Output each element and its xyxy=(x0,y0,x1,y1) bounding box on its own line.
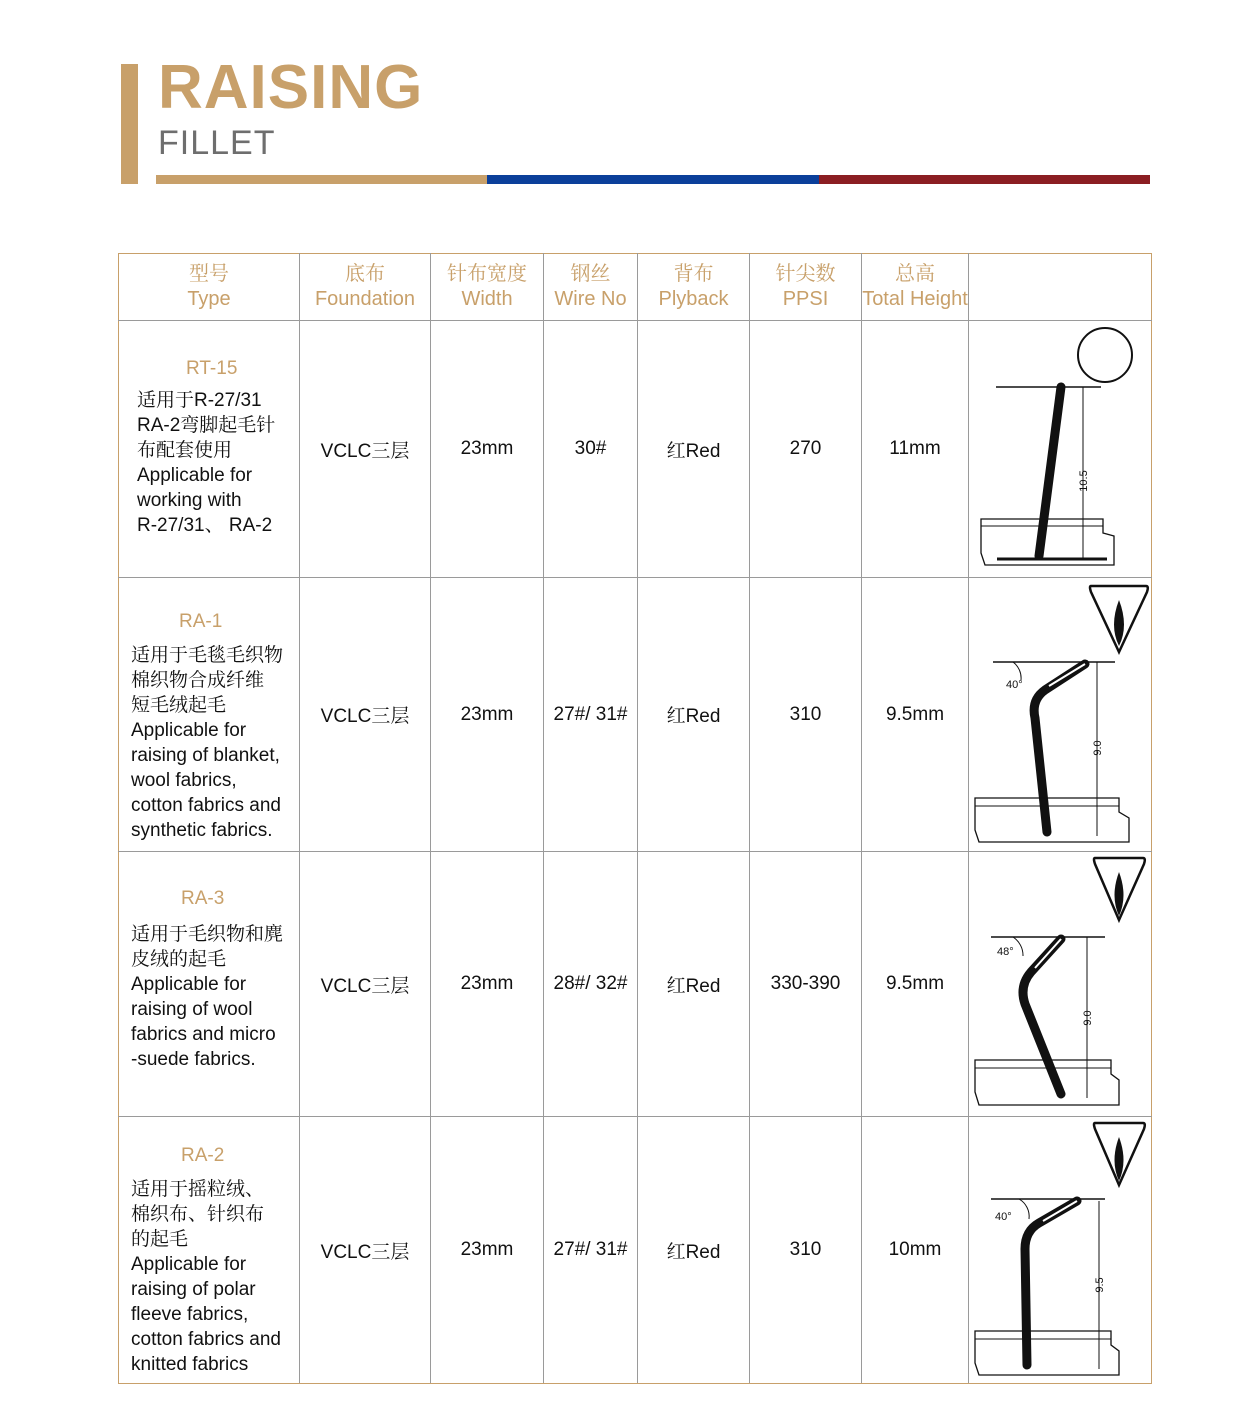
description-cn: 适用于毛织物和麂 皮绒的起毛 xyxy=(131,924,284,970)
col-header-wire: 钢丝 Wire No xyxy=(544,254,638,321)
col-header-type: 型号 Type xyxy=(119,254,300,321)
plyback-value: 红Red xyxy=(638,578,750,852)
wire-value: 30# xyxy=(544,321,638,578)
description-en: Applicable for raising of blanket, wool fabrics, cotton fabrics and synthetic fabrics. xyxy=(131,720,281,841)
wire-diagram xyxy=(969,852,1151,1115)
description-en: Applicable for raising of wool fabrics and micro -suede fabrics. xyxy=(131,974,276,1070)
wire-diagram-cell xyxy=(969,852,1152,1117)
wire-profile-circle-icon xyxy=(1078,328,1132,382)
wire-needle xyxy=(1034,664,1085,832)
wire-value: 27#/ 31# xyxy=(544,1117,638,1384)
wire-needle xyxy=(1023,939,1061,1094)
stripe-gold xyxy=(156,175,487,184)
height-dimension-label: 9.0 xyxy=(1092,740,1104,756)
table-row xyxy=(119,852,1152,1117)
description-en: Applicable for raising of polar fleeve fabrics, cotton fabrics and knitted fabrics xyxy=(131,1254,281,1375)
height-value: 10mm xyxy=(862,1117,969,1384)
description-en: Applicable for working with R-27/31、 RA-2 xyxy=(137,465,273,536)
type-cell xyxy=(119,321,300,578)
wire-needle xyxy=(1039,387,1061,556)
model-code: RT-15 xyxy=(186,358,238,379)
foundation-value: VCLC三层 xyxy=(300,321,431,578)
width-value: 23mm xyxy=(431,1117,544,1384)
wire-diagram-cell xyxy=(969,321,1152,578)
title-accent-bar xyxy=(121,64,138,184)
wire-diagram xyxy=(969,1117,1151,1382)
table-row xyxy=(119,1117,1152,1384)
height-dimension-label: 9.5 xyxy=(1094,1277,1106,1293)
table-row xyxy=(119,321,1152,578)
plyback-value: 红Red xyxy=(638,321,750,578)
height-dimension-label: 10.5 xyxy=(1078,470,1090,492)
type-cell xyxy=(119,852,300,1117)
wire-value: 27#/ 31# xyxy=(544,578,638,852)
width-value: 23mm xyxy=(431,578,544,852)
foundation-base xyxy=(975,798,1129,842)
wire-diagram xyxy=(969,578,1151,850)
wire-needle xyxy=(1025,1201,1077,1365)
page-title: RAISING xyxy=(158,53,424,122)
col-header-foundation: 底布 Foundation xyxy=(300,254,431,321)
wire-value: 28#/ 32# xyxy=(544,852,638,1117)
col-header-width: 针布宽度 Width xyxy=(431,254,544,321)
height-value: 9.5mm xyxy=(862,852,969,1117)
ppsi-value: 310 xyxy=(750,1117,862,1384)
description-cn: 适用于毛毯毛织物 棉织物合成纤维 短毛绒起毛 xyxy=(131,645,284,716)
header-row xyxy=(119,254,1152,321)
height-value: 9.5mm xyxy=(862,578,969,852)
height-value: 11mm xyxy=(862,321,969,578)
angle-label: 48° xyxy=(997,946,1014,958)
height-dimension-label: 9.0 xyxy=(1082,1010,1094,1026)
width-value: 23mm xyxy=(431,321,544,578)
spec-table xyxy=(118,253,1152,1384)
description-cn: 适用于R-27/31 RA-2弯脚起毛针 布配套使用 xyxy=(137,390,276,461)
model-code: RA-3 xyxy=(181,888,225,909)
stripe-blue xyxy=(487,175,819,184)
col-header-plyback: 背布 Plyback xyxy=(638,254,750,321)
foundation-value: VCLC三层 xyxy=(300,578,431,852)
col-header-diagram xyxy=(969,254,1152,321)
col-header-height: 总高 Total Height xyxy=(862,254,969,321)
foundation-base xyxy=(975,1331,1119,1375)
wire-diagram xyxy=(969,321,1151,576)
page-subtitle: FILLET xyxy=(158,124,276,162)
col-header-ppsi: 针尖数 PPSI xyxy=(750,254,862,321)
stripe-red xyxy=(819,175,1150,184)
type-cell xyxy=(119,578,300,852)
plyback-value: 红Red xyxy=(638,1117,750,1384)
ppsi-value: 330-390 xyxy=(750,852,862,1117)
wire-diagram-cell xyxy=(969,1117,1152,1384)
table-row xyxy=(119,578,1152,852)
plyback-value: 红Red xyxy=(638,852,750,1117)
angle-label: 40° xyxy=(1006,679,1023,691)
ppsi-value: 310 xyxy=(750,578,862,852)
description-cn: 适用于摇粒绒、 棉织布、针织布 的起毛 xyxy=(131,1179,265,1250)
foundation-value: VCLC三层 xyxy=(300,852,431,1117)
model-code: RA-2 xyxy=(181,1145,225,1166)
foundation-value: VCLC三层 xyxy=(300,1117,431,1384)
model-code: RA-1 xyxy=(179,611,223,632)
angle-label: 40° xyxy=(995,1211,1012,1223)
type-cell xyxy=(119,1117,300,1384)
width-value: 23mm xyxy=(431,852,544,1117)
ppsi-value: 270 xyxy=(750,321,862,578)
wire-diagram-cell xyxy=(969,578,1152,852)
